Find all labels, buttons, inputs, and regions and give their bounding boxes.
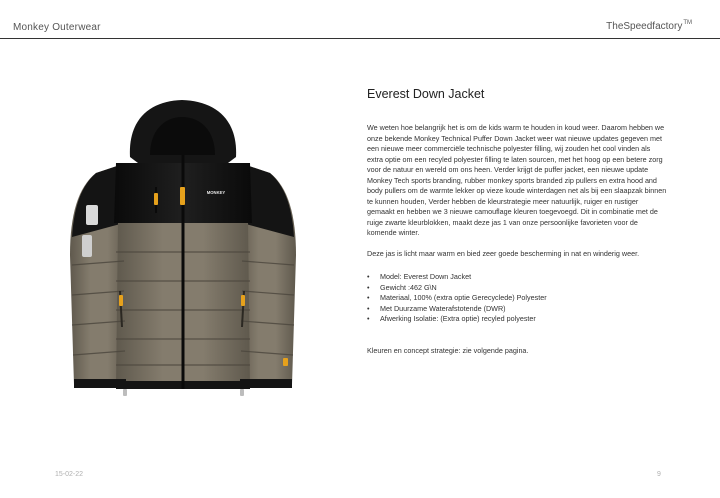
hem-toggle-left <box>123 389 127 396</box>
spec-item-insulation: • Afwerking Isolatie: (Extra optie) recyled polyester <box>367 314 667 325</box>
hem-toggle-right <box>240 389 244 396</box>
left-cuff <box>74 379 126 388</box>
chest-logo: MONKEY <box>206 190 226 195</box>
spec-item-dwr: • Met Duurzame Waterafstotende (DWR) <box>367 304 667 315</box>
sleeve-badge-lower <box>82 235 92 257</box>
product-description-block <box>367 87 667 355</box>
footer-date: 15-02-22 <box>55 471 84 478</box>
strategy-note: Kleuren en concept strategie: zie volgende pagina. <box>367 345 529 355</box>
right-cuff <box>240 379 292 388</box>
right-pocket-puller <box>241 295 245 306</box>
brand-the-speedfactory-text: TheSpeedfactory <box>606 21 683 32</box>
product-description: We weten hoe belangrijk het is om de kids warm te houden in koud weer. Daarom hebben we onze bekende Monkey Technical Puffer Down Jacket weer wat nieuwe updates gegeven met een nieuwe meer commerciële technische polyester filling, wij zouden het cool vinden als extra optie om een recyled polyester filling te laten sourcen, met het hoog op een betere zorg voor de natuur en wereld om ons heen. Verder krijgt de puffer jacket, een nieuwe update Monkey Tech sports branding, rubber monkey sports branded zip pullers en extra hood and body pullers om de warmte lekker op vieze koude winterdagen net als bij een slaapzak binnen te kunnen houden, Verder hebben de kleurstrategie meer natuurlijk, ruiger en rustiger gemaakt en hebben we 3 nieuwe camouflage kleuren toegevoegd. Dit in combinatie met de ruige zwarte kleurblokken, maakt deze jas 1 van onze persoonlijke favorieten voor de komende winter. <box>367 123 667 237</box>
footer-page-number: 9 <box>657 471 661 478</box>
page-header <box>0 0 720 40</box>
sleeve-badge-upper <box>86 205 98 225</box>
brand-monkey-outerwear: Monkey Outerwear <box>13 22 101 33</box>
brand-the-speedfactory <box>606 20 692 32</box>
left-pocket-puller <box>119 295 123 306</box>
zip-puller <box>180 187 185 205</box>
product-title: Everest Down Jacket <box>367 87 485 101</box>
header-divider <box>0 38 720 39</box>
cuff-logo <box>283 358 288 366</box>
chest-pocket-puller <box>154 193 158 205</box>
product-protection-text: Deze jas is licht maar warm en bied zeer goede bescherming in nat en winderig weer. <box>367 248 640 258</box>
spec-item-weight: • Gewicht :462 G\N <box>367 283 667 294</box>
trademark-mark: TM <box>683 20 692 26</box>
spec-item-model: • Model: Everest Down Jacket <box>367 272 667 283</box>
product-spec-list <box>367 272 667 325</box>
spec-item-material: • Materiaal, 100% (extra optie Gerecyclede) Polyester <box>367 293 667 304</box>
jacket-product-image <box>58 95 308 400</box>
